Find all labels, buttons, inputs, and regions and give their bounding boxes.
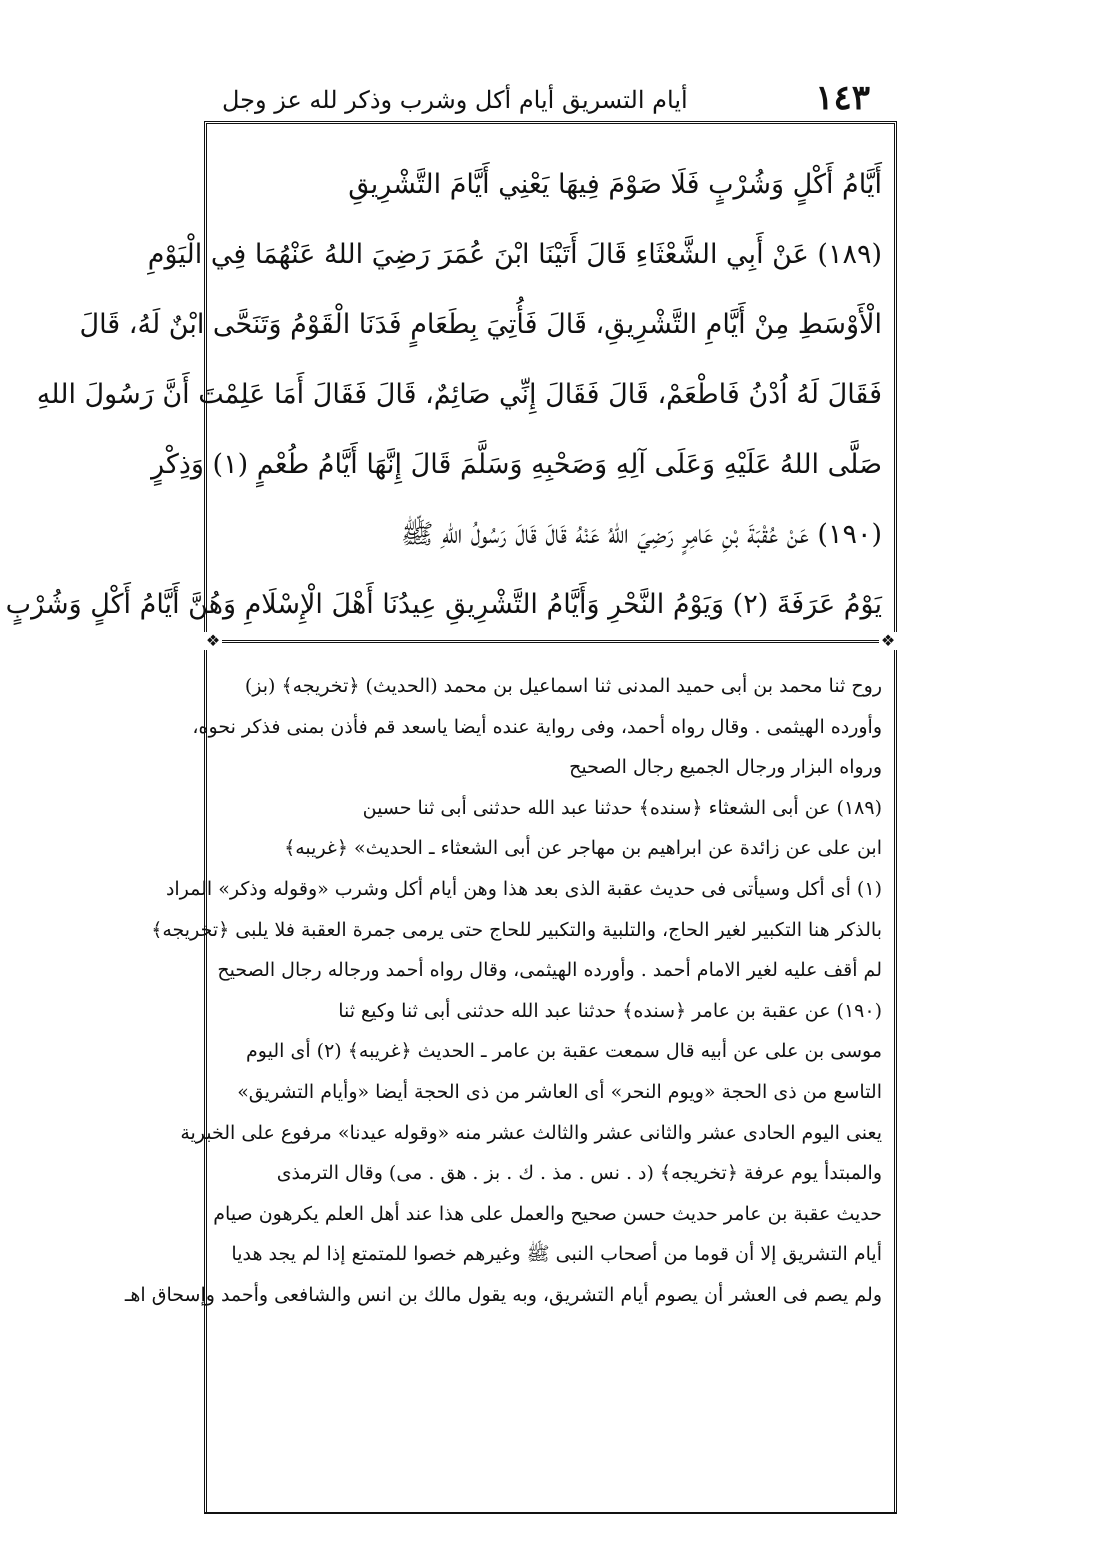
note-line: لم أقف عليه لغير الامام أحمد . وأورده الهيثمى، وقال رواه أحمد ورجاله رجال الصحيح: [217, 959, 882, 982]
commentary-block: [124, 666, 882, 1316]
note-line: ورواه البزار ورجال الجميع رجال الصحيح: [569, 756, 882, 779]
note-line: روح ثنا محمد بن أبى حميد المدنى ثنا اسماعيل بن محمد (الحديث) ﴿تخريجه﴾ (بز): [244, 675, 882, 697]
note-line: ولم يصم فى العشر أن يصوم أيام التشريق، وبه يقول مالك بن انس والشافعى وأحمد وإسحاق اهـ: [124, 1283, 882, 1306]
main-line: فَقَالَ لَهُ اُدْنُ فَاطْعَمْ، قَالَ فَقَالَ إِنِّي صَائِمٌ، قَالَ فَقَالَ أَمَا عَلِمْتَ أَنَّ رَسُولَ اللهِ: [36, 379, 882, 410]
note-line: والمبتدأ يوم عرفة ﴿تخريجه﴾ (د . نس . مذ . ك . بز . هق . مى) وقال الترمذى: [276, 1162, 882, 1185]
note-line: وأورده الهيثمى . وقال رواه أحمد، وفى رواية عنده أيضا ياسعد قم فأذن بمنى فذكر نحوه،: [192, 715, 882, 738]
main-text-block: [5, 150, 882, 640]
note-line: أيام التشريق إلا أن قوما من أصحاب النبى ﷺ وغيرهم خصوا للمتمتع إذا لم يجد هديا: [231, 1243, 882, 1266]
separator-rule: [204, 640, 897, 643]
note-line: التاسع من ذى الحجة «ويوم النحر» أى العاشر من ذى الحجة أيضا «وأيام التشريق»: [237, 1080, 882, 1103]
separator-ornament-left: ❖: [205, 631, 221, 650]
main-line: أَيَّامُ أَكْلٍ وَشُرْبٍ فَلَا صَوْمَ فِيهَا يَعْنِي أَيَّامَ التَّشْرِيقِ: [348, 169, 882, 200]
main-line: (١٩٠) عَنْ عُقْبَةَ بْنِ عَامِرٍ رَضِيَ اللهُ عَنْهُ قَالَ قَالَ رَسُولُ اللهِ ﷺ: [400, 519, 882, 550]
note-line: يعنى اليوم الحادى عشر والثانى عشر والثالث عشر منه «وقوله عيدنا» مرفوع على الخبرية: [180, 1121, 882, 1144]
note-line: بالذكر هنا التكبير لغير الحاج، والتلبية والتكبير للحاج حتى يرمى جمرة العقبة فلا يلبى ﴿تخريجه﴾: [151, 918, 882, 941]
note-line: (١٩٠) عن عقبة بن عامر ﴿سنده﴾ حدثنا عبد الله حدثنى أبى ثنا وكيع ثنا: [338, 999, 882, 1022]
note-line: موسى بن على عن أبيه قال سمعت عقبة بن عامر ـ الحديث ﴿غريبه﴾ (٢) أى اليوم: [246, 1040, 882, 1063]
main-line: (١٨٩) عَنْ أَبِي الشَّعْثَاءِ قَالَ أَتَيْنَا ابْنَ عُمَرَ رَضِيَ اللهُ عَنْهُمَا فِي الْيَوْمِ: [147, 239, 882, 270]
section-separator: [204, 630, 897, 652]
main-line: صَلَّى اللهُ عَلَيْهِ وَعَلَى آلِهِ وَصَحْبِهِ وَسَلَّمَ قَالَ إِنَّهَا أَيَّامُ طُعْمٍ (١) وَذِكْرٍ: [151, 449, 882, 480]
note-line: حديث عقبة بن عامر حديث حسن صحيح والعمل على هذا عند أهل العلم يكرهون صيام: [213, 1202, 882, 1225]
note-line: (١) أى أكل وسيأتى فى حديث عقبة الذى بعد هذا وهن أيام أكل وشرب «وقوله وذكر» المراد: [165, 877, 882, 900]
page-header: [222, 78, 870, 120]
main-line: الْأَوْسَطِ مِنْ أَيَّامِ التَّشْرِيقِ، قَالَ فَأُتِيَ بِطَعَامٍ فَدَنَا الْقَوْمُ وَتَنَحَّى ابْنٌ لَهُ، قَالَ: [79, 309, 882, 340]
main-line: يَوْمُ عَرَفَةَ (٢) وَيَوْمُ النَّحْرِ وَأَيَّامُ التَّشْرِيقِ عِيدُنَا أَهْلَ الْإِسْلَامِ وَهُنَّ أَيَّامُ أَكْلٍ وَشُرْبٍ: [5, 589, 882, 620]
separator-ornament-right: ❖: [880, 631, 896, 650]
page-number: ١٤٣: [815, 78, 870, 118]
note-line: (١٨٩) عن أبى الشعثاء ﴿سنده﴾ حدثنا عبد الله حدثنى أبى ثنا حسين: [362, 796, 882, 819]
running-title: أيام التسريق أيام أكل وشرب وذكر لله عز وجل: [222, 86, 688, 114]
frame-bottom-rule: [204, 1512, 897, 1514]
note-line: ابن على عن زائدة عن ابراهيم بن مهاجر عن أبى الشعثاء ـ الحديث» ﴿غريبه﴾: [284, 837, 882, 860]
